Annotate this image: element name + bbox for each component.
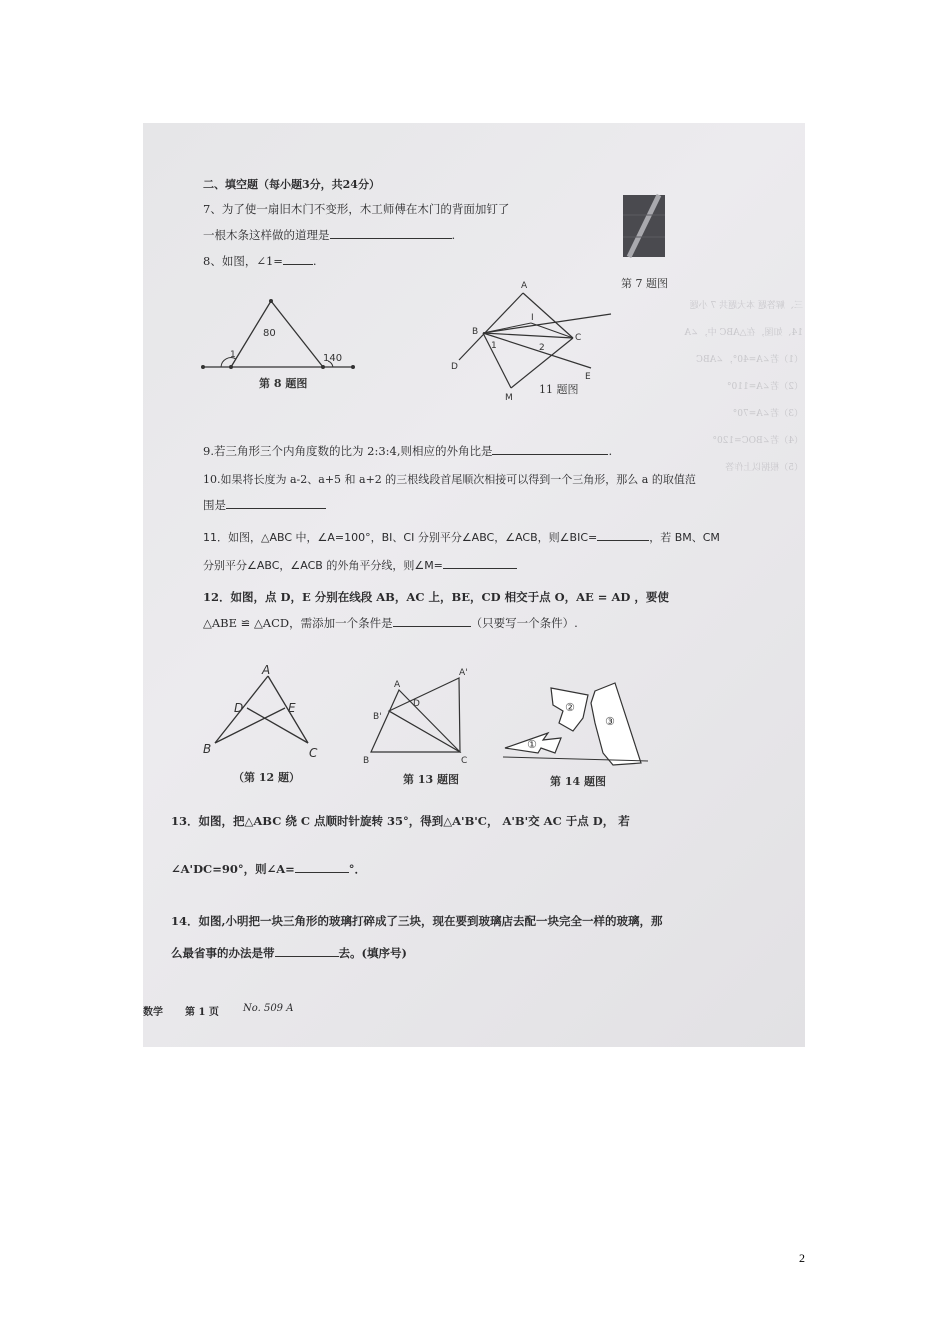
q9-end: . [608, 444, 613, 458]
label-piece-3: ③ [605, 715, 615, 728]
q13-answer-blank[interactable] [295, 871, 349, 873]
q14-text-a: 么最省事的办法是带 [171, 946, 275, 960]
q13-text-a: ∠A'DC=90°，则∠A= [171, 862, 295, 876]
label-M: M [505, 393, 513, 403]
q11-answer-blank-2[interactable] [443, 567, 517, 569]
q13-text-b: °． [348, 862, 367, 876]
label-A: A [521, 281, 528, 291]
q8-end: . [312, 254, 317, 268]
label-C: C [461, 756, 468, 766]
label-A: A [394, 680, 401, 690]
q14-answer-blank[interactable] [275, 955, 339, 957]
q10-line2 [203, 497, 326, 513]
label-E: E [585, 372, 591, 382]
label-B: B [203, 742, 212, 756]
triangle-sides [231, 301, 323, 367]
label-2: 2 [539, 343, 545, 353]
q13-line2 [171, 861, 366, 877]
q11-answer-blank-1[interactable] [597, 539, 649, 541]
label-A-prime: A' [459, 668, 468, 678]
bleed-through-text: 三、解答题 本大题共 7 小题 14、如图，在△ABC 中，∠A （1）若∠A=40°，∠ABC （2）若∠A=110° （3）若∠A=70° （4）若∠BOC=120° （5）根据以上作答 [684, 301, 803, 473]
q14-text-b: 去。(填序号) [338, 946, 407, 960]
q9-text: 9.若三角形三个内角度数的比为 2:3:4,则相应的外角比是 [203, 444, 493, 458]
q14-line2 [171, 945, 407, 961]
label-1: 1 [491, 341, 497, 351]
q7-line1: 7、为了使一扇旧木门不变形，木工师傅在木门的背面加钉了 [203, 202, 510, 216]
footer-subject: 数学 [143, 1007, 163, 1018]
q10-text: 围是 [203, 498, 226, 512]
figure-11-triangle [443, 281, 623, 408]
figure-11-caption: 11 题图 [539, 383, 579, 396]
q7-answer-blank[interactable] [330, 237, 452, 239]
angle-label-140: 140 [323, 353, 343, 364]
q11-line1 [203, 529, 720, 545]
label-B-prime: B' [373, 712, 382, 722]
scanned-exam-photo [143, 123, 805, 1047]
label-E: E [288, 701, 296, 715]
label-piece-2: ② [565, 701, 575, 714]
q7-line2-text: 一根木条这样做的道理是 [203, 228, 330, 242]
q9-answer-blank[interactable] [492, 453, 608, 455]
figure-7-caption: 第 7 题图 [621, 277, 668, 290]
label-C: C [575, 333, 582, 343]
q10-answer-blank[interactable] [226, 507, 326, 509]
angle-label-80: 80 [263, 328, 276, 339]
q11-text-a: 11．如图，△ABC 中，∠A=100°，BI、CI 分别平分∠ABC，∠ACB，则∠BIC= [203, 531, 598, 544]
figure-14-glass-pieces [503, 683, 653, 783]
q8-text: 8、如图，∠1= [203, 254, 283, 268]
figure-13-caption: 第 13 题图 [403, 773, 459, 786]
q8-answer-blank[interactable] [283, 263, 313, 265]
label-D: D [451, 362, 458, 372]
q7-end: . [451, 228, 456, 242]
footer-code: No. 509 A [243, 1003, 294, 1014]
q8-line [203, 253, 317, 269]
figure-12-caption: （第 12 题） [233, 771, 300, 784]
label-B: B [472, 327, 479, 337]
page-number: 2 [799, 1251, 805, 1265]
q14-line1: 14．如图,小明把一块三角形的玻璃打碎成了三块，现在要到玻璃店去配一块完全一样的玻璃，那 [171, 914, 663, 928]
figure-12-triangles [203, 663, 333, 771]
section-title: 二、填空题（每小题3分，共24分） [203, 178, 380, 191]
figure-13-rotation [363, 668, 483, 775]
figure-7-door [623, 195, 683, 265]
q12-line2 [203, 615, 578, 631]
glass-piece-3 [591, 683, 641, 765]
label-piece-1: ① [527, 738, 537, 751]
label-B: B [363, 756, 370, 766]
label-I: I [531, 313, 534, 323]
figure-8-caption: 第 8 题图 [259, 377, 308, 390]
angle-label-1: 1 [230, 350, 236, 360]
q11-text-c: 分别平分∠ABC，∠ACB 的外角平分线，则∠M= [203, 559, 443, 572]
q12-answer-blank[interactable] [393, 625, 471, 627]
q12-text-a: △ABE ≌ △ACD，需添加一个条件是 [203, 616, 393, 630]
q11-line2 [203, 557, 517, 573]
q12-line1: 12．如图，点 D，E 分别在线段 AB，AC 上，BE，CD 相交于点 O，AE = AD ，要使 [203, 590, 669, 604]
label-C: C [309, 746, 318, 760]
q9-line [203, 443, 612, 459]
footer-page: 第 1 页 [185, 1007, 219, 1018]
label-D: D [234, 701, 244, 715]
label-D: D [413, 699, 420, 709]
q7-line2 [203, 227, 455, 243]
label-A: A [262, 663, 271, 677]
q11-text-b: ，若 BM、CM [649, 531, 720, 544]
q13-line1: 13．如图，把△ABC 绕 C 点顺时针旋转 35°，得到△A'B'C， A'B'交 AC 于点 D， 若 [171, 814, 630, 828]
figure-8-triangle [203, 299, 363, 379]
figure-14-caption: 第 14 题图 [550, 775, 606, 788]
q12-text-b: （只要写一个条件）. [470, 616, 578, 630]
q10-line1: 10.如果将长度为 a-2、a+5 和 a+2 的三根线段首尾顺次相接可以得到一个三角形，那么 a 的取值范 [203, 473, 696, 486]
